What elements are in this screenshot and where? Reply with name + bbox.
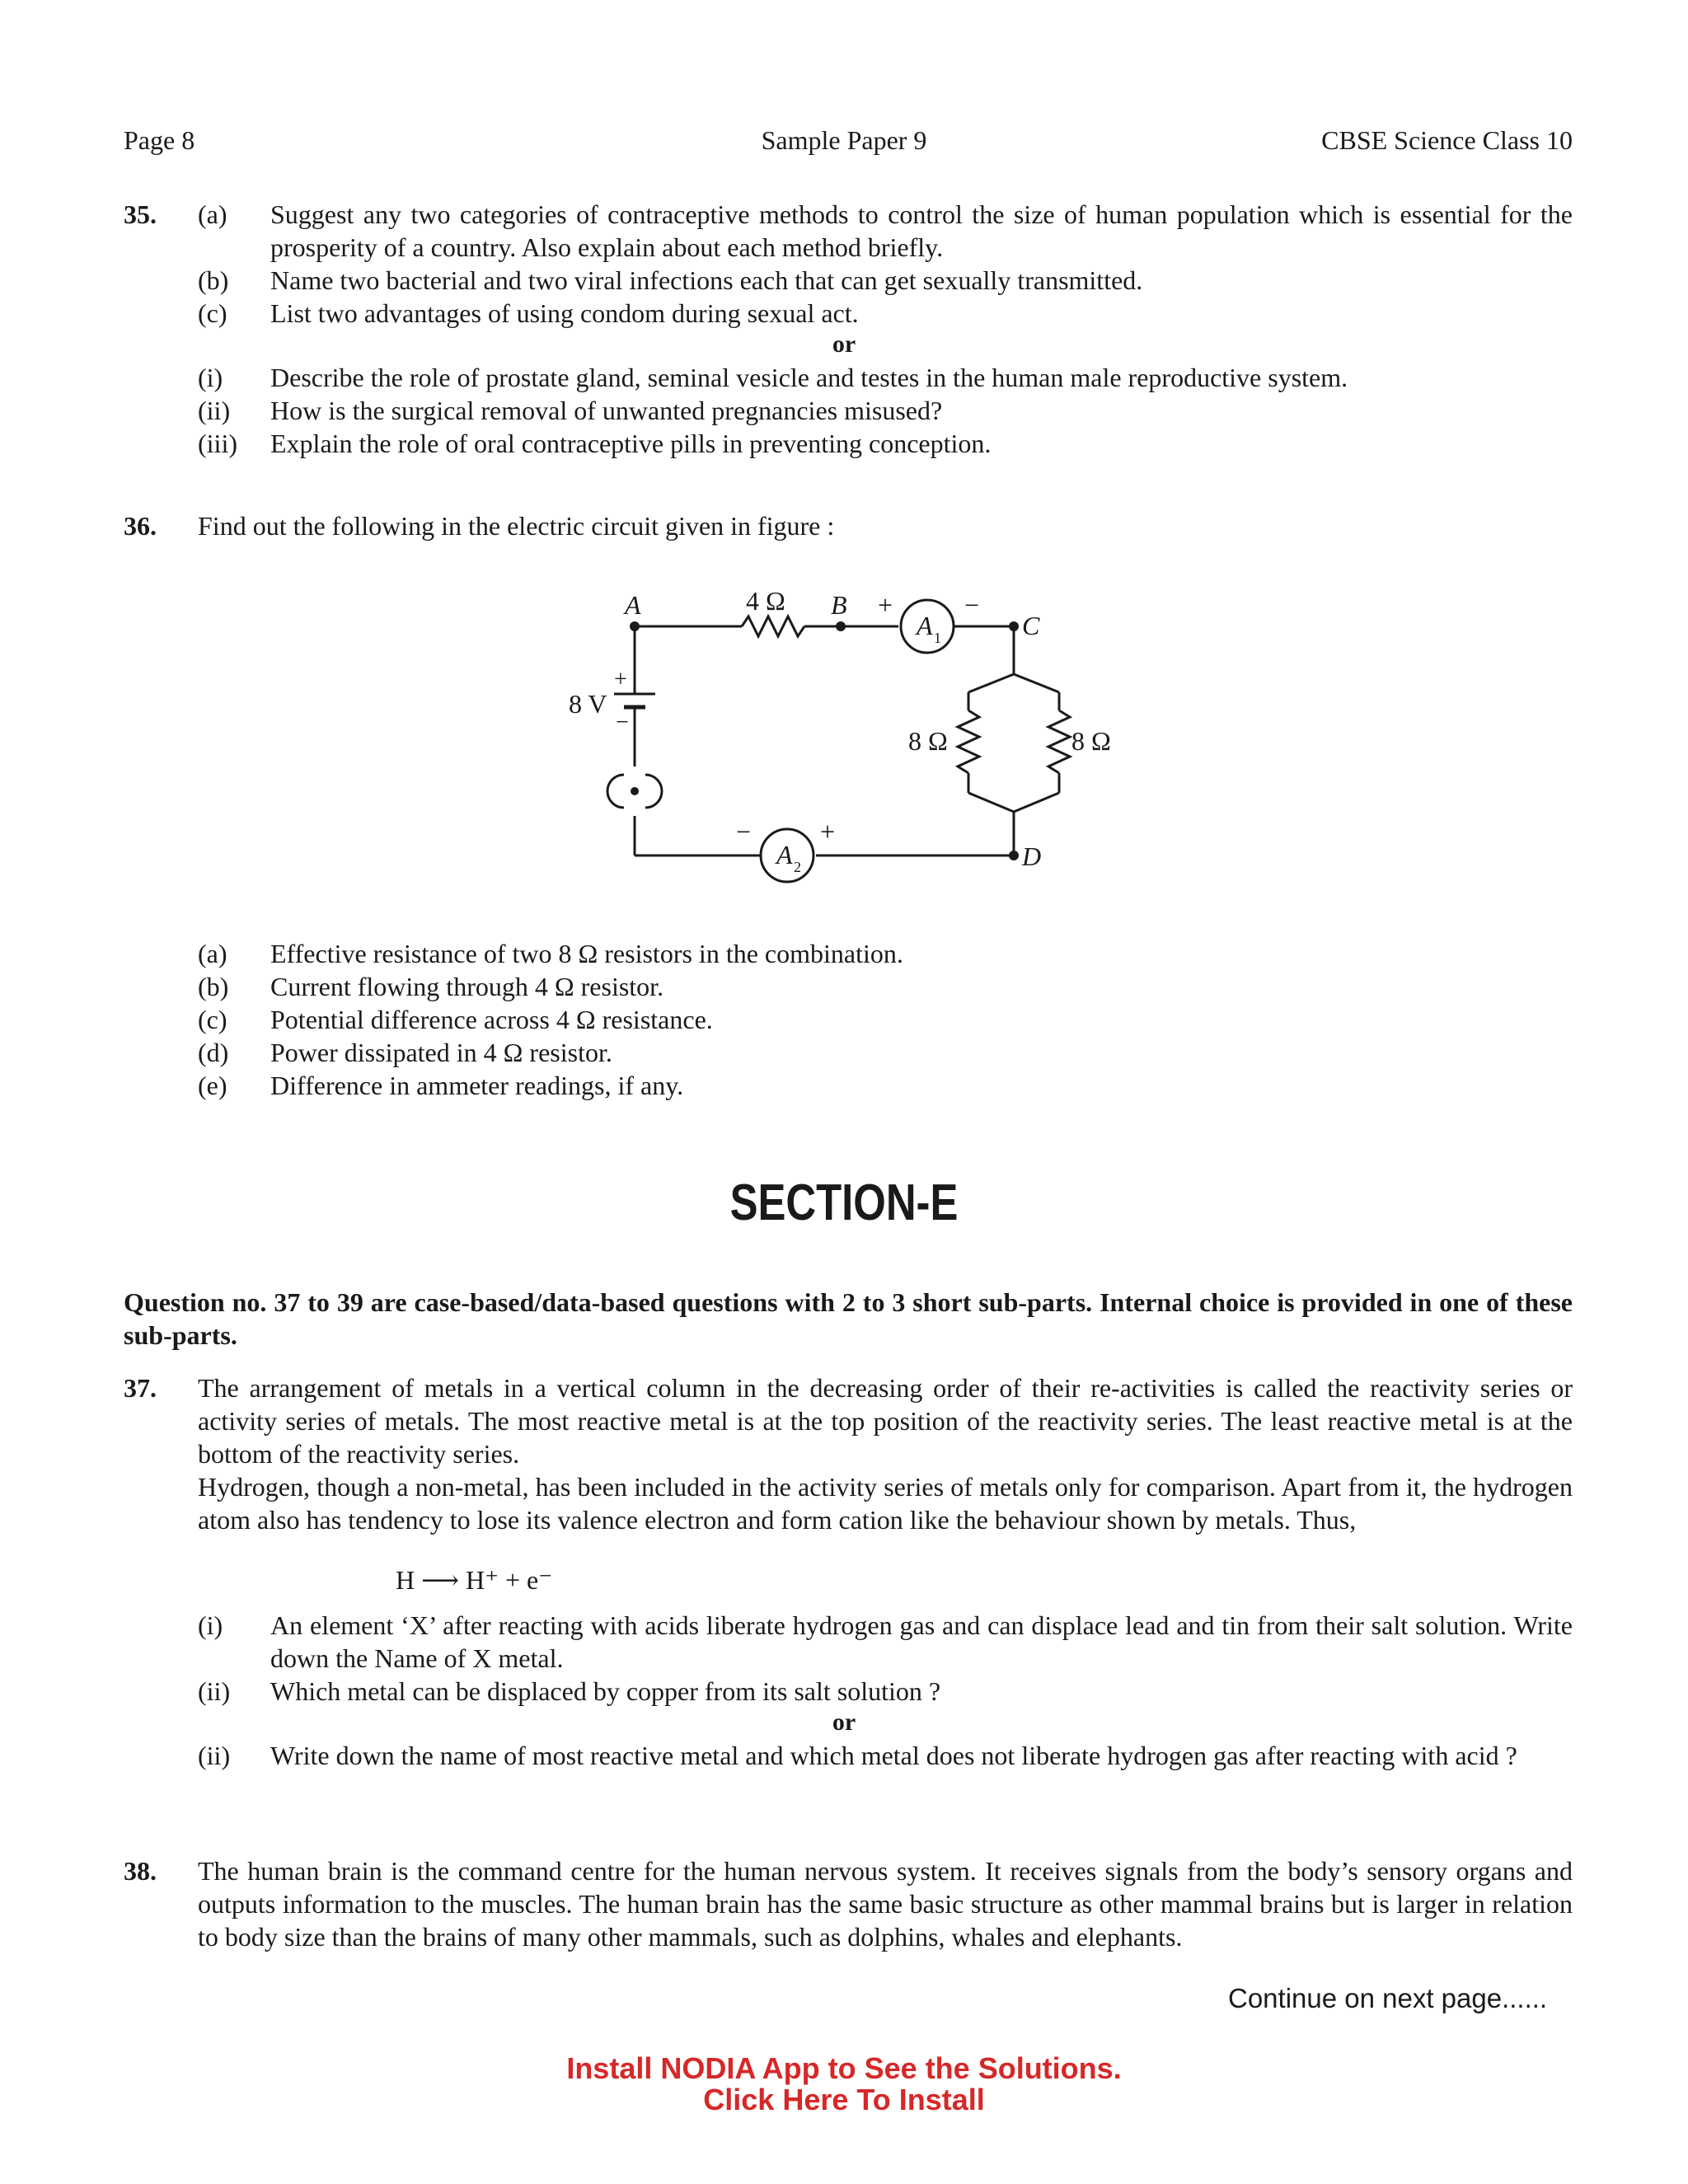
ammeter-a1-sub: 1 xyxy=(934,630,941,646)
wire xyxy=(1014,793,1059,812)
or-divider: or xyxy=(832,1708,856,1736)
question-number: 35. xyxy=(124,199,157,229)
resistor-4ohm-label: 4 Ω xyxy=(746,586,785,616)
node-a-label: A xyxy=(625,590,641,620)
sub-question: Describe the role of prostate gland, seminal vesicle and testes in the human male reproductive system. xyxy=(270,363,1348,392)
paper-title: Sample Paper 9 xyxy=(761,125,927,155)
sub-question: Write down the name of most reactive metal and which metal does not liberate hydrogen gas after reacting with acid ? xyxy=(270,1741,1517,1770)
plug-key xyxy=(645,775,662,808)
plug-key-dot xyxy=(631,787,639,795)
sub-question: Which metal can be displaced by copper from its salt solution ? xyxy=(270,1676,941,1706)
sub-label: (ii) xyxy=(198,1676,231,1706)
question-text: Find out the following in the electric circuit given in figure : xyxy=(198,511,835,541)
ammeter-a1-label: A xyxy=(917,611,933,640)
continue-note: Continue on next page...... xyxy=(1228,1983,1548,2013)
sub-question: Difference in ammeter readings, if any. xyxy=(270,1071,684,1100)
sub-label: (d) xyxy=(198,1038,229,1067)
sub-label: (a) xyxy=(198,199,227,229)
sub-question: Explain the role of oral contraceptive pills in preventing conception. xyxy=(270,429,992,458)
sub-question: Name two bacterial and two viral infections each that can get sexually transmitted. xyxy=(270,265,1143,295)
page-number: Page 8 xyxy=(124,125,195,155)
sub-label: (iii) xyxy=(198,429,237,458)
sub-question: Effective resistance of two 8 Ω resistors in the combination. xyxy=(270,939,903,968)
node-c xyxy=(1009,621,1019,631)
section-title: SECTION-E xyxy=(729,1174,959,1231)
sub-label: (b) xyxy=(198,972,229,1001)
sub-label: (c) xyxy=(198,298,227,328)
section-instructions: Question no. 37 to 39 are case-based/data-based questions with 2 to 3 short sub-parts. Internal choice is provided in one of these sub-parts. xyxy=(124,1287,1573,1350)
resistor-4ohm xyxy=(742,616,804,636)
battery-minus: − xyxy=(616,710,629,735)
sub-label: (ii) xyxy=(198,396,231,425)
sub-label: (i) xyxy=(198,363,223,392)
plug-key xyxy=(607,775,624,808)
resistor-8ohm-right-label: 8 Ω xyxy=(1071,726,1111,756)
sub-question: Power dissipated in 4 Ω resistor. xyxy=(270,1038,612,1067)
sub-label: (i) xyxy=(198,1610,223,1640)
resistor-8ohm-left-label: 8 Ω xyxy=(908,726,948,756)
a2-plus: + xyxy=(820,817,836,846)
node-b xyxy=(836,621,846,631)
sub-question: How is the surgical removal of unwanted pregnancies misused? xyxy=(270,396,943,425)
sub-label: (ii) xyxy=(198,1741,231,1770)
sub-question: Current flowing through 4 Ω resistor. xyxy=(270,972,664,1001)
resistor-8ohm-left xyxy=(958,710,979,773)
node-b-label: B xyxy=(831,590,847,620)
install-click-link[interactable]: Click Here To Install xyxy=(703,2083,985,2116)
sub-label: (a) xyxy=(198,939,227,968)
sub-question: Suggest any two categories of contraceptive methods to control the size of human population which is essential for the prosperity of a country. Also explain about each method briefly. xyxy=(270,199,1573,262)
question-paragraph: The human brain is the command centre for the human nervous system. It receives signals from the body’s sensory organs and outputs information to the muscles. The human brain has the same basic structure as other mammal brains but is larger in relation to body size than the brains of many other mammals, such as dolphins, whales and elephants. xyxy=(198,1856,1573,1952)
sub-question: List two advantages of using condom during sexual act. xyxy=(270,298,859,328)
question-paragraph: The arrangement of metals in a vertical column in the decreasing order of their re-activities is called the reactivity series or activity series of metals. The most reactive metal is at the top position of the reactivity series. The least reactive metal is at the bottom of the reactivity series. xyxy=(198,1373,1573,1469)
sub-question: Potential difference across 4 Ω resistance. xyxy=(270,1005,713,1034)
sub-label: (c) xyxy=(198,1005,227,1034)
or-divider: or xyxy=(832,330,856,358)
wire xyxy=(968,674,1014,692)
sub-question: An element ‘X’ after reacting with acids liberate hydrogen gas and can displace lead and tin from their salt solution. Write down the Name of X metal. xyxy=(270,1610,1573,1673)
battery-label: 8 V xyxy=(569,689,607,719)
node-d xyxy=(1009,851,1019,860)
resistor-8ohm-right xyxy=(1048,710,1070,773)
wire xyxy=(1014,674,1059,692)
node-d-label: D xyxy=(1022,841,1042,871)
node-a xyxy=(630,621,640,631)
install-app-link[interactable]: Install NODIA App to See the Solutions. xyxy=(566,2051,1122,2085)
question-number: 37. xyxy=(124,1373,157,1403)
node-c-label: C xyxy=(1022,611,1040,640)
ammeter-a2-label: A xyxy=(776,840,793,869)
question-number: 36. xyxy=(124,511,157,541)
battery-plus: + xyxy=(614,667,627,692)
wire xyxy=(968,793,1014,812)
chemical-equation: H ⟶ H⁺ + e⁻ xyxy=(396,1565,553,1595)
a1-plus: + xyxy=(878,590,893,620)
a1-minus: − xyxy=(964,590,980,620)
sub-label: (e) xyxy=(198,1071,227,1100)
a2-minus: − xyxy=(736,817,752,846)
question-number: 38. xyxy=(124,1856,157,1886)
ammeter-a2-sub: 2 xyxy=(794,859,801,875)
question-paragraph: Hydrogen, though a non-metal, has been included in the activity series of metals only for comparison. Apart from it, the hydrogen atom also has tendency to lose its valence electron and form cation like the behaviour shown by metals. Thus, xyxy=(198,1472,1573,1535)
subject-title: CBSE Science Class 10 xyxy=(1321,125,1573,155)
sub-label: (b) xyxy=(198,265,229,295)
